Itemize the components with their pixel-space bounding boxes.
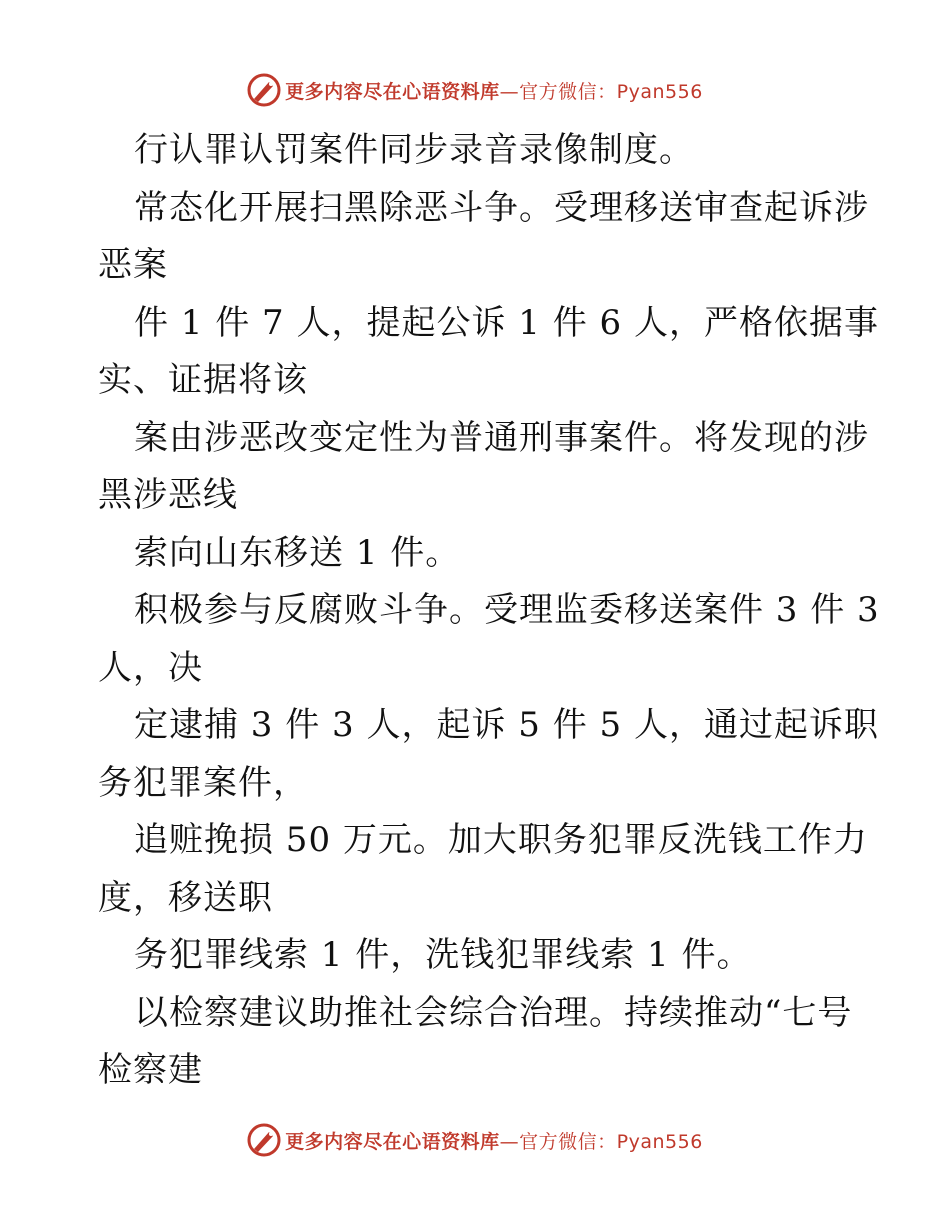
- text-line: 常态化开展扫黑除恶斗争。受理移送审查起诉涉: [134, 187, 869, 228]
- text-line: 恶案: [98, 245, 168, 285]
- text-line: 以检察建议助推社会综合治理。持续推动“七号: [134, 992, 853, 1033]
- header-banner: [0, 70, 950, 110]
- text-line: 实、证据将该: [98, 360, 308, 400]
- text-line: 行认罪认罚案件同步录音录像制度。: [134, 130, 694, 170]
- pen-logo-icon: [247, 73, 281, 107]
- pen-logo-icon: [247, 1123, 281, 1157]
- header-wechat-text: —官方微信：Pyan556: [499, 80, 703, 103]
- text-line: 件 1 件 7 人，提起公诉 1 件 6 人，严格依据事: [134, 302, 879, 343]
- text-line: 黑涉恶线: [98, 475, 238, 515]
- text-line: 人，决: [98, 647, 203, 688]
- text-line: 案由涉恶改变定性为普通刑事案件。将发现的涉: [134, 417, 869, 458]
- text-line: 度，移送职: [98, 877, 273, 918]
- text-line: 务犯罪线索 1 件，洗钱犯罪线索 1 件。: [134, 935, 752, 975]
- text-line: 定逮捕 3 件 3 人，起诉 5 件 5 人，通过起诉职: [134, 705, 879, 745]
- text-line: 索向山东移送 1 件。: [134, 532, 461, 573]
- footer-banner: [0, 1120, 950, 1160]
- document-body: [98, 122, 880, 1100]
- header-promo-text: 更多内容尽在心语资料库: [285, 80, 500, 103]
- text-line: 检察建: [98, 1050, 203, 1090]
- text-line: 积极参与反腐败斗争。受理监委移送案件 3 件 3: [134, 590, 880, 630]
- footer-promo-text: 更多内容尽在心语资料库: [285, 1130, 500, 1153]
- text-line: 务犯罪案件，: [98, 762, 308, 803]
- text-line: 追赃挽损 50 万元。加大职务犯罪反洗钱工作力: [134, 820, 868, 860]
- footer-wechat-text: —官方微信：Pyan556: [499, 1130, 703, 1153]
